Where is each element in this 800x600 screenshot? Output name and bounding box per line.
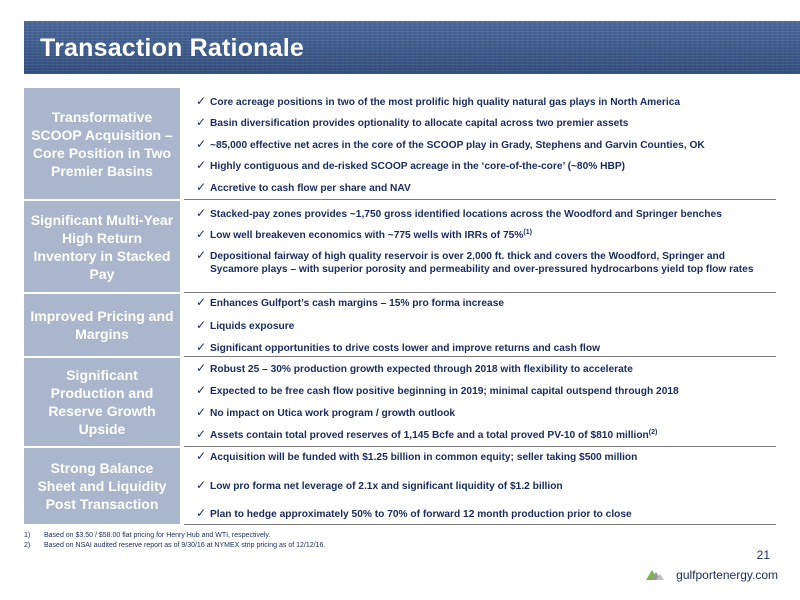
bullet-item: ✓ Acquisition will be funded with $1.25 billion in common equity; seller taking $500 million — [196, 449, 638, 463]
footnote-ref: (2) — [648, 429, 658, 436]
checkmark-icon: ✓ — [196, 340, 207, 354]
section-transformative — [24, 88, 776, 200]
bullet-item: ✓ Basin diversification provides optionality to allocate capital across two premier assets — [196, 115, 629, 129]
checkmark-icon: ✓ — [196, 248, 207, 262]
section-pricing — [24, 294, 776, 357]
company-logo[interactable] — [644, 568, 778, 582]
footnotes — [24, 531, 325, 551]
footnote-ref: (1) — [523, 229, 532, 236]
checkmark-icon: ✓ — [196, 506, 207, 520]
checkmark-icon: ✓ — [196, 227, 207, 241]
section-divider — [184, 199, 776, 200]
checkmark-icon: ✓ — [196, 295, 207, 309]
section-balance-sheet — [24, 448, 776, 525]
bullet-item: ✓ Depositional fairway of high quality reservoir is over 2,000 ft. thick and covers the Woodford, Springer and Sycamore plays – with superior porosity and permeability and over-pressured hydrocarbons yield top flow rates — [196, 248, 754, 275]
section-label: Significant Production and Reserve Growth Upside — [24, 358, 180, 447]
bullet-item: ✓ Core acreage positions in two of the most prolific high quality natural gas plays in North America — [196, 94, 681, 108]
section-label: Transformative SCOOP Acquisition – Core Position in Two Premier Basins — [24, 88, 180, 200]
section-inventory — [24, 201, 776, 293]
checkmark-icon: ✓ — [196, 206, 207, 220]
checkmark-icon: ✓ — [196, 180, 207, 194]
bullet-item: ✓ ~85,000 effective net acres in the core of the SCOOP play in Grady, Stephens and Garvin Counties, OK — [196, 137, 705, 151]
title-banner — [24, 21, 800, 74]
section-divider — [184, 524, 776, 525]
bullet-item: ✓ Liquids exposure — [196, 318, 295, 332]
section-label: Significant Multi-Year High Return Inventory in Stacked Pay — [24, 201, 180, 293]
section-growth — [24, 358, 776, 447]
bullet-item: ✓ Low well breakeven economics with ~775 wells with IRRs of 75%$^{(1)}$ — [196, 227, 532, 241]
checkmark-icon: ✓ — [196, 94, 207, 108]
bullet-item: ✓ Low pro forma net leverage of 2.1x and significant liquidity of $1.2 billion — [196, 478, 563, 492]
section-divider — [184, 356, 776, 357]
checkmark-icon: ✓ — [196, 158, 207, 172]
footnote: 1) Based on $3.50 / $58.00 flat pricing for Henry Hub and WTI, respectively. — [24, 532, 271, 539]
checkmark-icon: ✓ — [196, 115, 207, 129]
bullet-item: ✓ Expected to be free cash flow positive beginning in 2019; minimal capital outspend through 2018 — [196, 383, 679, 397]
bullet-item: ✓ Robust 25 – 30% production growth expected through 2018 with flexibility to accelerate — [196, 361, 633, 375]
bullet-item: ✓ Enhances Gulfport’s cash margins – 15% pro forma increase — [196, 295, 505, 309]
section-divider — [184, 446, 776, 447]
bullet-item: ✓ Significant opportunities to drive costs lower and improve returns and cash flow — [196, 340, 601, 354]
page-title: Transaction Rationale — [40, 34, 304, 62]
gulfport-logo-icon — [644, 568, 666, 582]
bullet-item: ✓ Plan to hedge approximately 50% to 70% of forward 12 month production prior to close — [196, 506, 632, 520]
checkmark-icon: ✓ — [196, 361, 207, 375]
bullet-item: ✓ Accretive to cash flow per share and NAV — [196, 180, 411, 194]
bullet-item: ✓ No impact on Utica work program / growth outlook — [196, 405, 456, 419]
logo-text: gulfportenergy.com — [676, 568, 778, 582]
bullet-item: ✓ Highly contiguous and de-risked SCOOP acreage in the ‘core-of-the-core’ (~80% HBP) — [196, 158, 626, 172]
bullet-item: ✓ Stacked-pay zones provides ~1,750 gross identified locations across the Woodford and Springer benches — [196, 206, 722, 220]
bullet-item: ✓ Assets contain total proved reserves of 1,145 Bcfe and a total proved PV-10 of $810 million$^{(2)}$ — [196, 427, 658, 441]
section-divider — [184, 292, 776, 293]
page-number: 21 — [756, 548, 770, 562]
checkmark-icon: ✓ — [196, 318, 207, 332]
checkmark-icon: ✓ — [196, 449, 207, 463]
section-label: Strong Balance Sheet and Liquidity Post Transaction — [24, 448, 180, 525]
checkmark-icon: ✓ — [196, 427, 207, 441]
section-label: Improved Pricing and Margins — [24, 294, 180, 357]
checkmark-icon: ✓ — [196, 383, 207, 397]
checkmark-icon: ✓ — [196, 405, 207, 419]
footnote: 2) Based on NSAI audited reserve report as of 9/30/16 at NYMEX strip pricing as of 12/12/16. — [24, 542, 326, 549]
checkmark-icon: ✓ — [196, 478, 207, 492]
checkmark-icon: ✓ — [196, 137, 207, 151]
